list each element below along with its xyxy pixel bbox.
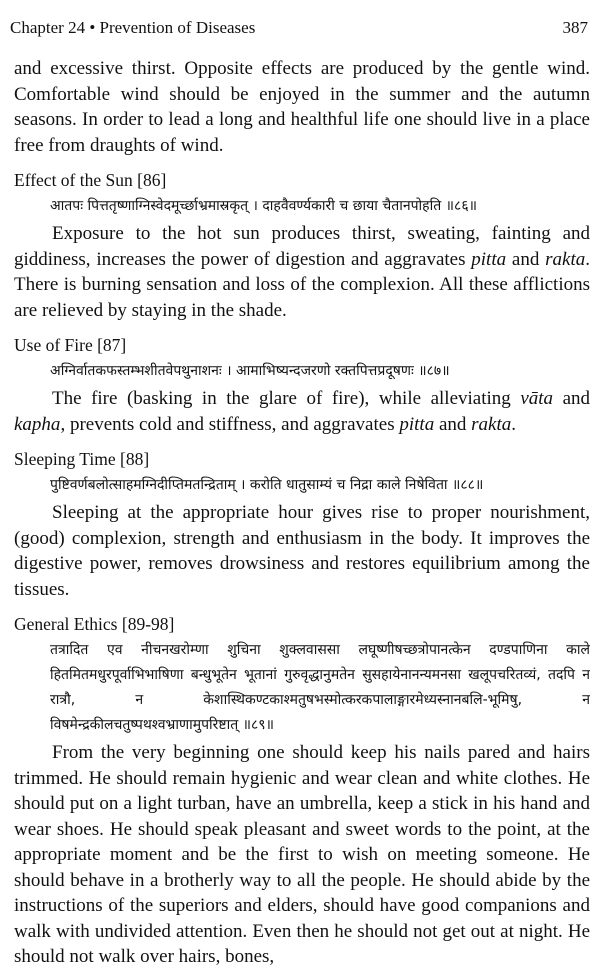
sanskrit-verse-88: पुष्टिवर्णबलोत्साहमग्निदीप्तिमतन्द्रिताम् । करोति धातुसाम्यं च निद्रा काले निषेविता ॥८८॥ <box>50 477 484 493</box>
page-number: 387 <box>562 18 588 37</box>
section-heading-fire: Use of Fire [87] <box>14 335 127 355</box>
sanskrit-verse-89: तत्रादित एव नीचनखरोम्णा शुचिना शुक्लवाससा लघूष्णीषच्छत्रोपानत्केन दण्डपाणिना काले हितमितमधुरपूर्वाभिभाषिणा बन्धुभूतेन भूतानां गुरुवृद्धानुमतेन सुसहायेनानन्यमनसा खलूपचरितव्यं, तदपि न रात्रौ, न केशास्थिकण्टकाश्मतुषभस्मोत्करकपालाङ्गारमेध्यस्नानबलि-भूमिषु, न विषमेन्द्रकीलचतुष्पथश्वभ्राणामुपरिष्टात् ॥८९॥ <box>50 642 590 733</box>
sanskrit-verse-86: आतपः पित्ततृष्णाग्निस्वेदमूर्च्छाभ्रमास्रकृत् । दाहवैवर्ण्यकारी च छाया चैतानपोहति ॥८६॥ <box>50 198 477 214</box>
section-text-ethics: From the very beginning one should keep his nails pared and hairs trimmed. He should remain hygienic and wear clean and white clothes. He should put on a light turban, have an umbrella, keep a stick in his hand and wear shoes. He should speak pleasant and sweet words to the point, at the appropriate moment and be the first to wish on meeting someone. He should behave in a brotherly way to all the people. He should abide by the instructions of the superiors and elders, should have good companions and walk with undivided attention. Even then he should not get out at night. He should not walk over hairs, bones, <box>14 742 590 967</box>
section-heading-sun: Effect of the Sun [86] <box>14 170 167 190</box>
section-text-fire: The fire (basking in the glare of fire), while alleviating vāta and kapha, prevents cold and stiffness, and aggravates pitta and rakta. <box>14 388 590 435</box>
intro-paragraph: and excessive thirst. Opposite effects are produced by the gentle wind. Comfortable wind should be enjoyed in the summer and the autumn seasons. In order to lead a long and healthful life one should live in a place free from draughts of wind. <box>14 58 590 156</box>
section-text-sleeping: Sleeping at the appropriate hour gives rise to proper nourishment, (good) complexion, strength and enthusiasm in the body. It improves the digestive power, removes drowsiness and restores equilibrium among the tissues. <box>14 502 590 600</box>
sanskrit-verse-87: अग्निर्वातकफस्तम्भशीतवेपथुनाशनः । आमाभिष्यन्दजरणो रक्तपित्तप्रदूषणः ॥८७॥ <box>50 363 450 379</box>
section-heading-ethics: General Ethics [89-98] <box>14 614 175 634</box>
page-body <box>14 56 590 970</box>
running-title: Chapter 24 • Prevention of Diseases <box>10 18 256 37</box>
section-heading-sleeping: Sleeping Time [88] <box>14 449 150 469</box>
section-text-sun: Exposure to the hot sun produces thirst, sweating, fainting and giddiness, increases the power of digestion and aggravates pitta and rakta. There is burning sensation and loss of the complexion. All these afflictions are relieved by staying in the shade. <box>14 223 590 321</box>
